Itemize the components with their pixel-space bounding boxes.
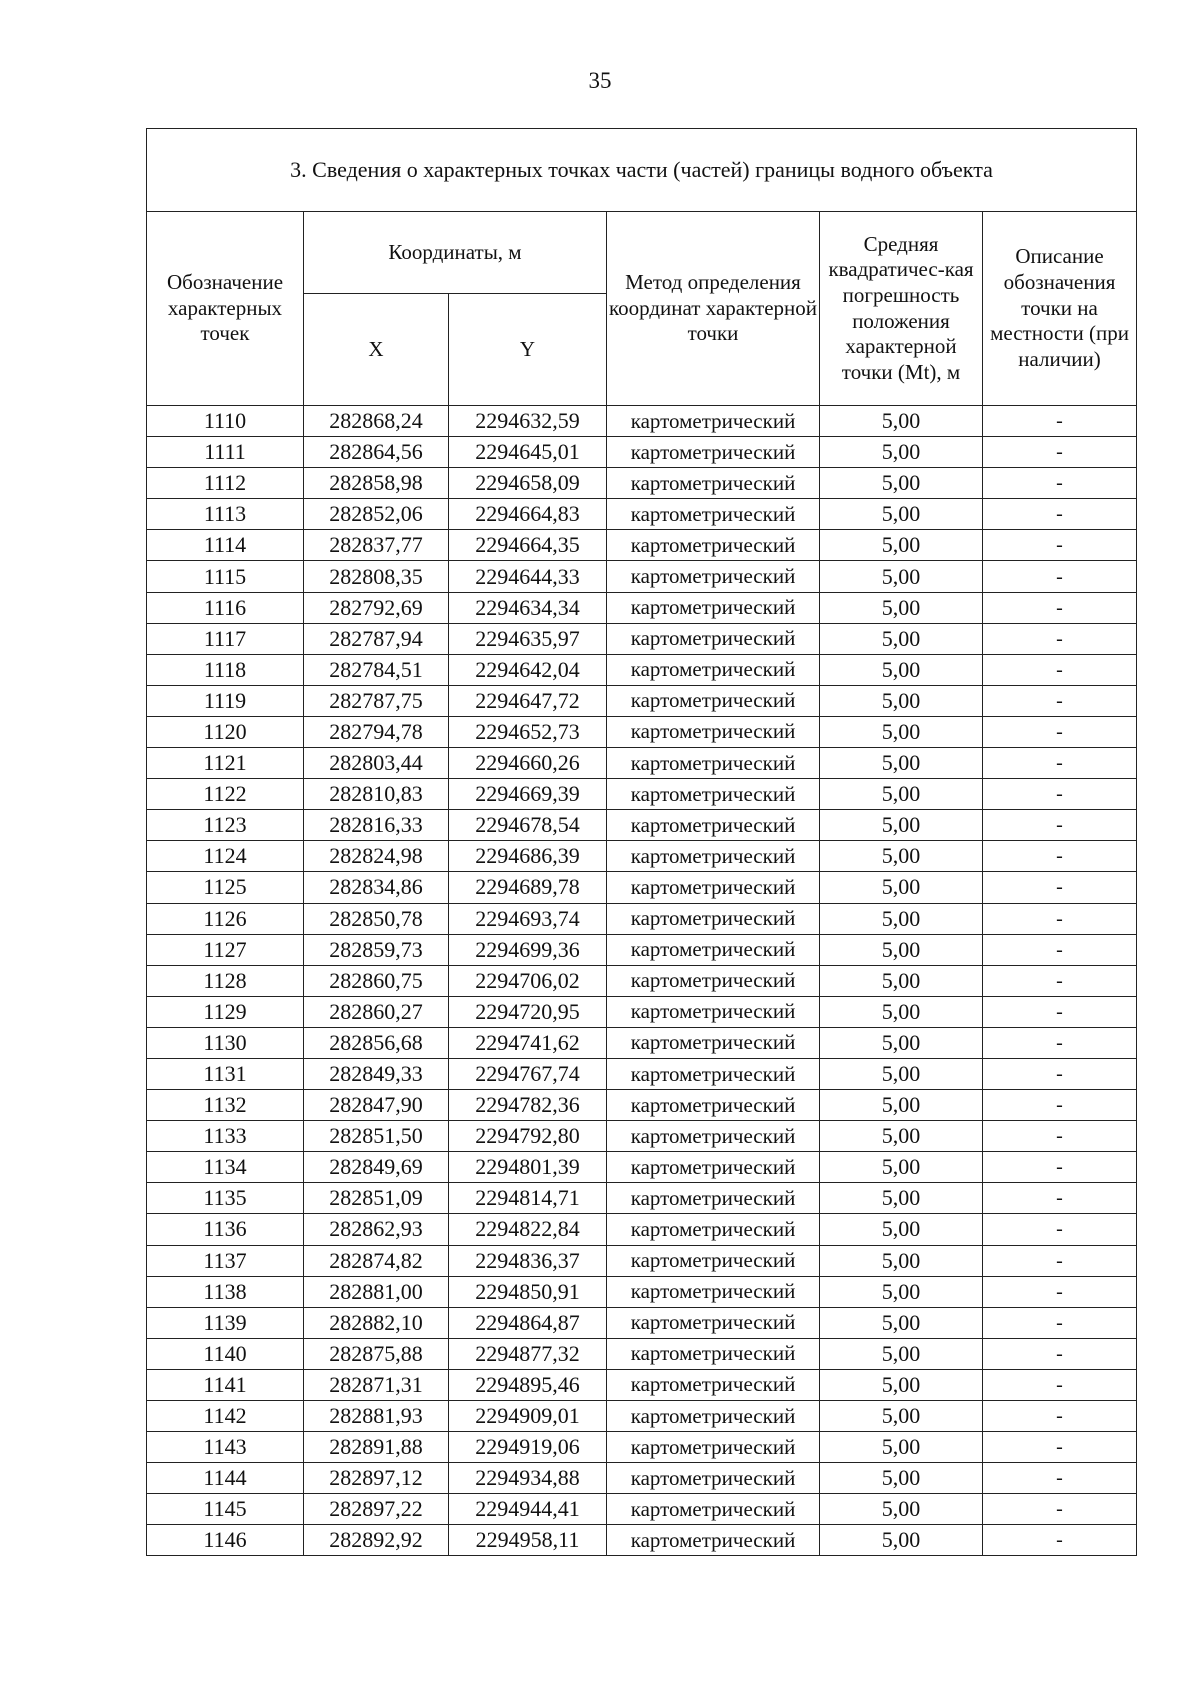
description-cell: -: [983, 1090, 1137, 1121]
method-cell: картометрический: [607, 1369, 820, 1400]
error-cell: 5,00: [820, 1027, 983, 1058]
error-cell: 5,00: [820, 1463, 983, 1494]
method-cell: картометрический: [607, 499, 820, 530]
section-title: 3. Сведения о характерных точках части (частей) границы водного объекта: [147, 129, 1137, 212]
boundary-points-table: [146, 128, 1137, 1556]
y-coordinate-cell: 2294958,11: [449, 1525, 607, 1556]
method-cell: картометрический: [607, 592, 820, 623]
table-row: [147, 1463, 1137, 1494]
table-row: [147, 1214, 1137, 1245]
error-cell: 5,00: [820, 996, 983, 1027]
method-cell: картометрический: [607, 623, 820, 654]
point-id-cell: 1141: [147, 1369, 304, 1400]
point-id-cell: 1111: [147, 437, 304, 468]
table-row: [147, 1121, 1137, 1152]
y-coordinate-cell: 2294664,35: [449, 530, 607, 561]
method-cell: картометрический: [607, 1432, 820, 1463]
table-row: [147, 996, 1137, 1027]
description-cell: -: [983, 499, 1137, 530]
x-coordinate-cell: 282881,00: [304, 1276, 449, 1307]
error-cell: 5,00: [820, 810, 983, 841]
error-cell: 5,00: [820, 1245, 983, 1276]
table-row: [147, 810, 1137, 841]
table-header: [147, 129, 1137, 406]
description-cell: -: [983, 1214, 1137, 1245]
y-coordinate-cell: 2294792,80: [449, 1121, 607, 1152]
description-cell: -: [983, 872, 1137, 903]
description-cell: -: [983, 1121, 1137, 1152]
y-coordinate-cell: 2294822,84: [449, 1214, 607, 1245]
description-cell: -: [983, 1058, 1137, 1089]
point-id-cell: 1117: [147, 623, 304, 654]
description-cell: -: [983, 1525, 1137, 1556]
description-cell: -: [983, 996, 1137, 1027]
method-cell: картометрический: [607, 1058, 820, 1089]
x-coordinate-cell: 282882,10: [304, 1307, 449, 1338]
y-coordinate-cell: 2294632,59: [449, 406, 607, 437]
error-cell: 5,00: [820, 1494, 983, 1525]
error-cell: 5,00: [820, 1090, 983, 1121]
error-cell: 5,00: [820, 716, 983, 747]
x-coordinate-cell: 282868,24: [304, 406, 449, 437]
table-row: [147, 934, 1137, 965]
x-coordinate-cell: 282897,22: [304, 1494, 449, 1525]
point-id-cell: 1138: [147, 1276, 304, 1307]
table-row: [147, 841, 1137, 872]
description-cell: -: [983, 965, 1137, 996]
method-cell: картометрический: [607, 1276, 820, 1307]
y-coordinate-cell: 2294767,74: [449, 1058, 607, 1089]
description-cell: -: [983, 1276, 1137, 1307]
x-coordinate-cell: 282803,44: [304, 748, 449, 779]
y-coordinate-cell: 2294741,62: [449, 1027, 607, 1058]
error-cell: 5,00: [820, 779, 983, 810]
y-coordinate-cell: 2294664,83: [449, 499, 607, 530]
x-coordinate-cell: 282897,12: [304, 1463, 449, 1494]
point-id-cell: 1142: [147, 1401, 304, 1432]
x-coordinate-cell: 282792,69: [304, 592, 449, 623]
point-id-cell: 1130: [147, 1027, 304, 1058]
point-id-cell: 1136: [147, 1214, 304, 1245]
table-row: [147, 1307, 1137, 1338]
x-coordinate-cell: 282871,31: [304, 1369, 449, 1400]
error-cell: 5,00: [820, 1183, 983, 1214]
point-id-cell: 1128: [147, 965, 304, 996]
description-cell: -: [983, 1183, 1137, 1214]
y-coordinate-cell: 2294642,04: [449, 654, 607, 685]
method-cell: картометрический: [607, 872, 820, 903]
point-id-cell: 1126: [147, 903, 304, 934]
header-error: Средняя квадратичес-кая погрешность положения характерной точки (Mt), м: [820, 212, 983, 406]
point-id-cell: 1118: [147, 654, 304, 685]
table-row: [147, 903, 1137, 934]
table-row: [147, 654, 1137, 685]
error-cell: 5,00: [820, 965, 983, 996]
method-cell: картометрический: [607, 654, 820, 685]
error-cell: 5,00: [820, 623, 983, 654]
y-coordinate-cell: 2294689,78: [449, 872, 607, 903]
error-cell: 5,00: [820, 1525, 983, 1556]
method-cell: картометрический: [607, 406, 820, 437]
error-cell: 5,00: [820, 468, 983, 499]
point-id-cell: 1144: [147, 1463, 304, 1494]
point-id-cell: 1113: [147, 499, 304, 530]
x-coordinate-cell: 282850,78: [304, 903, 449, 934]
method-cell: картометрический: [607, 1214, 820, 1245]
method-cell: картометрический: [607, 748, 820, 779]
method-cell: картометрический: [607, 1307, 820, 1338]
y-coordinate-cell: 2294934,88: [449, 1463, 607, 1494]
x-coordinate-cell: 282852,06: [304, 499, 449, 530]
y-coordinate-cell: 2294944,41: [449, 1494, 607, 1525]
table-row: [147, 779, 1137, 810]
error-cell: 5,00: [820, 872, 983, 903]
table-row: [147, 1245, 1137, 1276]
error-cell: 5,00: [820, 1214, 983, 1245]
x-coordinate-cell: 282849,33: [304, 1058, 449, 1089]
description-cell: -: [983, 1369, 1137, 1400]
point-id-cell: 1139: [147, 1307, 304, 1338]
description-cell: -: [983, 654, 1137, 685]
x-coordinate-cell: 282856,68: [304, 1027, 449, 1058]
description-cell: -: [983, 1432, 1137, 1463]
x-coordinate-cell: 282859,73: [304, 934, 449, 965]
x-coordinate-cell: 282824,98: [304, 841, 449, 872]
method-cell: картометрический: [607, 1152, 820, 1183]
table-row: [147, 1090, 1137, 1121]
header-designation: Обозначение характерных точек: [147, 212, 304, 406]
table-row: [147, 1058, 1137, 1089]
x-coordinate-cell: 282858,98: [304, 468, 449, 499]
table-row: [147, 499, 1137, 530]
method-cell: картометрический: [607, 437, 820, 468]
error-cell: 5,00: [820, 934, 983, 965]
y-coordinate-cell: 2294864,87: [449, 1307, 607, 1338]
table-row: [147, 623, 1137, 654]
method-cell: картометрический: [607, 1121, 820, 1152]
error-cell: 5,00: [820, 1121, 983, 1152]
table-row: [147, 1494, 1137, 1525]
method-cell: картометрический: [607, 685, 820, 716]
table-row: [147, 437, 1137, 468]
point-id-cell: 1115: [147, 561, 304, 592]
x-coordinate-cell: 282837,77: [304, 530, 449, 561]
error-cell: 5,00: [820, 561, 983, 592]
x-coordinate-cell: 282851,09: [304, 1183, 449, 1214]
y-coordinate-cell: 2294895,46: [449, 1369, 607, 1400]
point-id-cell: 1134: [147, 1152, 304, 1183]
x-coordinate-cell: 282808,35: [304, 561, 449, 592]
description-cell: -: [983, 623, 1137, 654]
y-coordinate-cell: 2294720,95: [449, 996, 607, 1027]
table-row: [147, 1276, 1137, 1307]
point-id-cell: 1140: [147, 1338, 304, 1369]
x-coordinate-cell: 282810,83: [304, 779, 449, 810]
method-cell: картометрический: [607, 1245, 820, 1276]
table-row: [147, 468, 1137, 499]
error-cell: 5,00: [820, 1058, 983, 1089]
y-coordinate-cell: 2294647,72: [449, 685, 607, 716]
x-coordinate-cell: 282860,75: [304, 965, 449, 996]
description-cell: -: [983, 1245, 1137, 1276]
method-cell: картометрический: [607, 996, 820, 1027]
error-cell: 5,00: [820, 654, 983, 685]
x-coordinate-cell: 282881,93: [304, 1401, 449, 1432]
description-cell: -: [983, 406, 1137, 437]
method-cell: картометрический: [607, 965, 820, 996]
point-id-cell: 1131: [147, 1058, 304, 1089]
table-row: [147, 685, 1137, 716]
table-row: [147, 1369, 1137, 1400]
point-id-cell: 1123: [147, 810, 304, 841]
point-id-cell: 1110: [147, 406, 304, 437]
point-id-cell: 1112: [147, 468, 304, 499]
description-cell: -: [983, 903, 1137, 934]
point-id-cell: 1146: [147, 1525, 304, 1556]
table-row: [147, 1338, 1137, 1369]
description-cell: -: [983, 779, 1137, 810]
point-id-cell: 1120: [147, 716, 304, 747]
x-coordinate-cell: 282891,88: [304, 1432, 449, 1463]
description-cell: -: [983, 934, 1137, 965]
table-row: [147, 1027, 1137, 1058]
point-id-cell: 1116: [147, 592, 304, 623]
point-id-cell: 1129: [147, 996, 304, 1027]
method-cell: картометрический: [607, 1090, 820, 1121]
method-cell: картометрический: [607, 1401, 820, 1432]
y-coordinate-cell: 2294850,91: [449, 1276, 607, 1307]
x-coordinate-cell: 282862,93: [304, 1214, 449, 1245]
error-cell: 5,00: [820, 748, 983, 779]
point-id-cell: 1119: [147, 685, 304, 716]
y-coordinate-cell: 2294877,32: [449, 1338, 607, 1369]
error-cell: 5,00: [820, 592, 983, 623]
y-coordinate-cell: 2294699,36: [449, 934, 607, 965]
description-cell: -: [983, 530, 1137, 561]
description-cell: -: [983, 1027, 1137, 1058]
error-cell: 5,00: [820, 903, 983, 934]
description-cell: -: [983, 437, 1137, 468]
y-coordinate-cell: 2294919,06: [449, 1432, 607, 1463]
table-row: [147, 592, 1137, 623]
method-cell: картометрический: [607, 716, 820, 747]
error-cell: 5,00: [820, 437, 983, 468]
description-cell: -: [983, 1401, 1137, 1432]
point-id-cell: 1114: [147, 530, 304, 561]
method-cell: картометрический: [607, 841, 820, 872]
x-coordinate-cell: 282787,75: [304, 685, 449, 716]
x-coordinate-cell: 282784,51: [304, 654, 449, 685]
description-cell: -: [983, 748, 1137, 779]
description-cell: -: [983, 716, 1137, 747]
error-cell: 5,00: [820, 685, 983, 716]
y-coordinate-cell: 2294660,26: [449, 748, 607, 779]
error-cell: 5,00: [820, 1369, 983, 1400]
x-coordinate-cell: 282834,86: [304, 872, 449, 903]
y-coordinate-cell: 2294645,01: [449, 437, 607, 468]
method-cell: картометрический: [607, 903, 820, 934]
point-id-cell: 1121: [147, 748, 304, 779]
error-cell: 5,00: [820, 841, 983, 872]
y-coordinate-cell: 2294801,39: [449, 1152, 607, 1183]
error-cell: 5,00: [820, 1432, 983, 1463]
y-coordinate-cell: 2294814,71: [449, 1183, 607, 1214]
method-cell: картометрический: [607, 530, 820, 561]
description-cell: -: [983, 1463, 1137, 1494]
error-cell: 5,00: [820, 1276, 983, 1307]
point-id-cell: 1125: [147, 872, 304, 903]
y-coordinate-cell: 2294658,09: [449, 468, 607, 499]
y-coordinate-cell: 2294693,74: [449, 903, 607, 934]
table-row: [147, 1525, 1137, 1556]
table-row: [147, 872, 1137, 903]
description-cell: -: [983, 592, 1137, 623]
description-cell: -: [983, 561, 1137, 592]
description-cell: -: [983, 810, 1137, 841]
x-coordinate-cell: 282874,82: [304, 1245, 449, 1276]
method-cell: картометрический: [607, 1463, 820, 1494]
table-row: [147, 1401, 1137, 1432]
table-row: [147, 406, 1137, 437]
method-cell: картометрический: [607, 1338, 820, 1369]
x-coordinate-cell: 282892,92: [304, 1525, 449, 1556]
y-coordinate-cell: 2294678,54: [449, 810, 607, 841]
method-cell: картометрический: [607, 1183, 820, 1214]
header-method: Метод определения координат характерной точки: [607, 212, 820, 406]
method-cell: картометрический: [607, 1027, 820, 1058]
y-coordinate-cell: 2294782,36: [449, 1090, 607, 1121]
error-cell: 5,00: [820, 530, 983, 561]
table-row: [147, 1152, 1137, 1183]
y-coordinate-cell: 2294635,97: [449, 623, 607, 654]
y-coordinate-cell: 2294706,02: [449, 965, 607, 996]
x-coordinate-cell: 282847,90: [304, 1090, 449, 1121]
x-coordinate-cell: 282787,94: [304, 623, 449, 654]
method-cell: картометрический: [607, 1494, 820, 1525]
method-cell: картометрический: [607, 1525, 820, 1556]
error-cell: 5,00: [820, 1152, 983, 1183]
point-id-cell: 1124: [147, 841, 304, 872]
point-id-cell: 1143: [147, 1432, 304, 1463]
table-row: [147, 716, 1137, 747]
table-row: [147, 1432, 1137, 1463]
table-row: [147, 748, 1137, 779]
description-cell: -: [983, 1307, 1137, 1338]
point-id-cell: 1122: [147, 779, 304, 810]
method-cell: картометрический: [607, 468, 820, 499]
point-id-cell: 1133: [147, 1121, 304, 1152]
x-coordinate-cell: 282816,33: [304, 810, 449, 841]
method-cell: картометрический: [607, 779, 820, 810]
point-id-cell: 1137: [147, 1245, 304, 1276]
description-cell: -: [983, 468, 1137, 499]
error-cell: 5,00: [820, 1338, 983, 1369]
y-coordinate-cell: 2294909,01: [449, 1401, 607, 1432]
point-id-cell: 1127: [147, 934, 304, 965]
page-number-text: 35: [588, 68, 612, 93]
x-coordinate-cell: 282864,56: [304, 437, 449, 468]
description-cell: -: [983, 1494, 1137, 1525]
x-coordinate-cell: 282875,88: [304, 1338, 449, 1369]
description-cell: -: [983, 841, 1137, 872]
y-coordinate-cell: 2294669,39: [449, 779, 607, 810]
method-cell: картометрический: [607, 561, 820, 592]
error-cell: 5,00: [820, 1307, 983, 1338]
y-coordinate-cell: 2294686,39: [449, 841, 607, 872]
x-coordinate-cell: 282794,78: [304, 716, 449, 747]
y-coordinate-cell: 2294836,37: [449, 1245, 607, 1276]
y-coordinate-cell: 2294634,34: [449, 592, 607, 623]
error-cell: 5,00: [820, 406, 983, 437]
y-coordinate-cell: 2294644,33: [449, 561, 607, 592]
table-row: [147, 1183, 1137, 1214]
x-coordinate-cell: 282849,69: [304, 1152, 449, 1183]
point-id-cell: 1145: [147, 1494, 304, 1525]
point-id-cell: 1132: [147, 1090, 304, 1121]
description-cell: -: [983, 1338, 1137, 1369]
table-row: [147, 561, 1137, 592]
table-body: [147, 406, 1137, 1556]
header-description: Описание обозначения точки на местности (при наличии): [983, 212, 1137, 406]
description-cell: -: [983, 685, 1137, 716]
header-y: Y: [449, 294, 607, 406]
point-id-cell: 1135: [147, 1183, 304, 1214]
error-cell: 5,00: [820, 499, 983, 530]
x-coordinate-cell: 282851,50: [304, 1121, 449, 1152]
page-number: [0, 68, 1200, 94]
description-cell: -: [983, 1152, 1137, 1183]
table-row: [147, 965, 1137, 996]
header-x: X: [304, 294, 449, 406]
error-cell: 5,00: [820, 1401, 983, 1432]
header-coordinates: Координаты, м: [304, 212, 607, 294]
y-coordinate-cell: 2294652,73: [449, 716, 607, 747]
table-row: [147, 530, 1137, 561]
method-cell: картометрический: [607, 810, 820, 841]
method-cell: картометрический: [607, 934, 820, 965]
x-coordinate-cell: 282860,27: [304, 996, 449, 1027]
